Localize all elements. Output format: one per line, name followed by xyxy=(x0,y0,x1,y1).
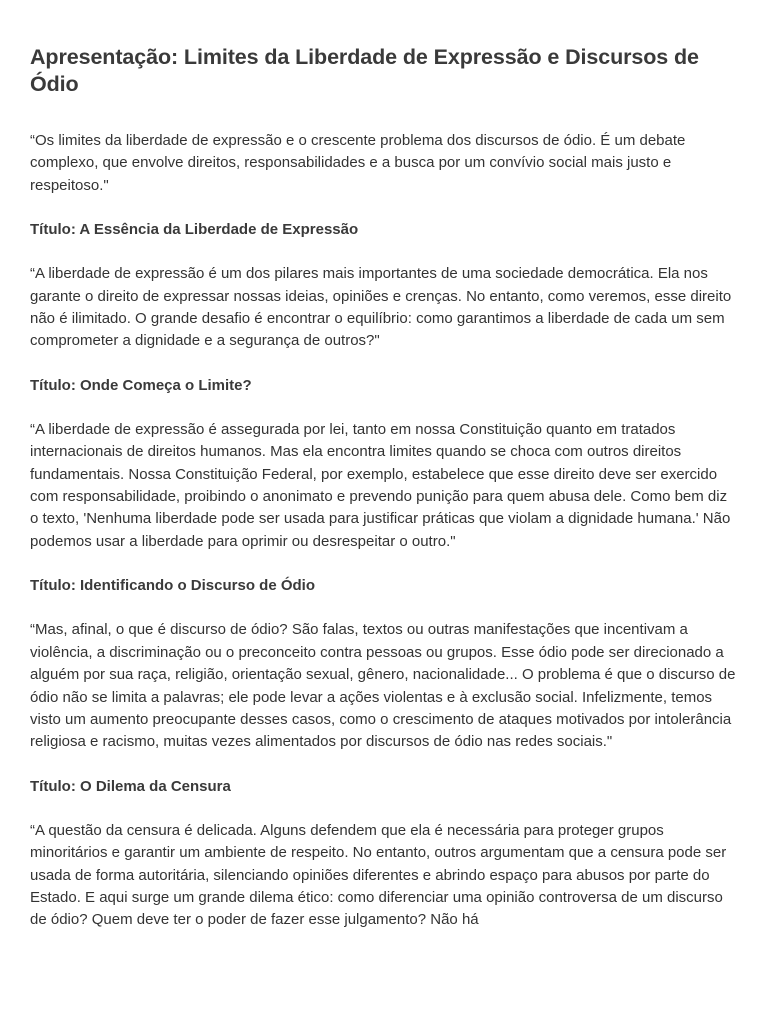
section-heading: Título: Onde Começa o Limite? xyxy=(30,376,252,394)
intro-paragraph: “Os limites da liberdade de expressão e o crescente problema dos discursos de ódio. É um debate complexo, que envolve direitos, responsabilidades e a busca por um convívio social mais justo e respeitoso." xyxy=(30,132,686,194)
section-paragraph: “Mas, afinal, o que é discurso de ódio? São falas, textos ou outras manifestações que incentivam a violência, a discriminação ou o preconceito contra pessoas ou grupos. Esse ódio pode ser direcionado a alguém por sua raça, religião, orientação sexual, gênero, nacionalidade... O problema é que o discurso de ódio não se limita a palavras; ele pode levar a ações violentas e à exclusão social. Infelizmente, temos visto um aumento preocupante desses casos, como o crescimento de ataques motivados por intolerância religiosa e racismo, muitas vezes alimentados por discursos de ódio nas redes sociais." xyxy=(30,621,736,751)
section-heading: Título: Identificando o Discurso de Ódio xyxy=(30,577,315,595)
section-limite xyxy=(30,375,738,553)
section-censura xyxy=(30,776,738,932)
section-paragraph: “A liberdade de expressão é um dos pilares mais importantes de uma sociedade democrática. Ela nos garante o direito de expressar nossas ideias, opiniões e crenças. No entanto, como veremos, esse direito não é ilimitado. O grande desafio é encontrar o equilíbrio: como garantimos a liberdade de cada um sem comprometer a dignidade e a segurança de outros?" xyxy=(30,265,732,350)
section-heading: Título: A Essência da Liberdade de Expressão xyxy=(30,221,359,239)
section-discurso-odio xyxy=(30,575,738,753)
document-title: Apresentação: Limites da Liberdade de Expressão e Discursos de Ódio xyxy=(30,45,699,96)
section-paragraph: “A questão da censura é delicada. Alguns defendem que ela é necessária para proteger grupos minoritários e garantir um ambiente de respeito. No entanto, outros argumentam que a censura pode ser usada de forma autoritária, silenciando opiniões diferentes e abrindo espaço para abusos por parte do Estado. E aqui surge um grande dilema ético: como diferenciar uma opinião controversa de um discurso de ódio? Quem deve ter o poder de fazer esse julgamento? Não há xyxy=(30,821,727,929)
section-essencia xyxy=(30,219,738,353)
section-heading: Título: O Dilema da Censura xyxy=(30,777,231,795)
section-paragraph: “A liberdade de expressão é assegurada por lei, tanto em nossa Constituição quanto em tratados internacionais de direitos humanos. Mas ela encontra limites quando se choca com outros direitos fundamentais. Nossa Constituição Federal, por exemplo, estabelece que esse direito deve ser exercido com responsabilidade, proibindo o anonimato e prevendo punição para quem abusa dele. Como bem diz o texto, 'Nenhuma liberdade pode ser usada para justificar práticas que violam a dignidade humana.' Não podemos usar a liberdade para oprimir ou desrespeitar o outro." xyxy=(30,420,731,550)
